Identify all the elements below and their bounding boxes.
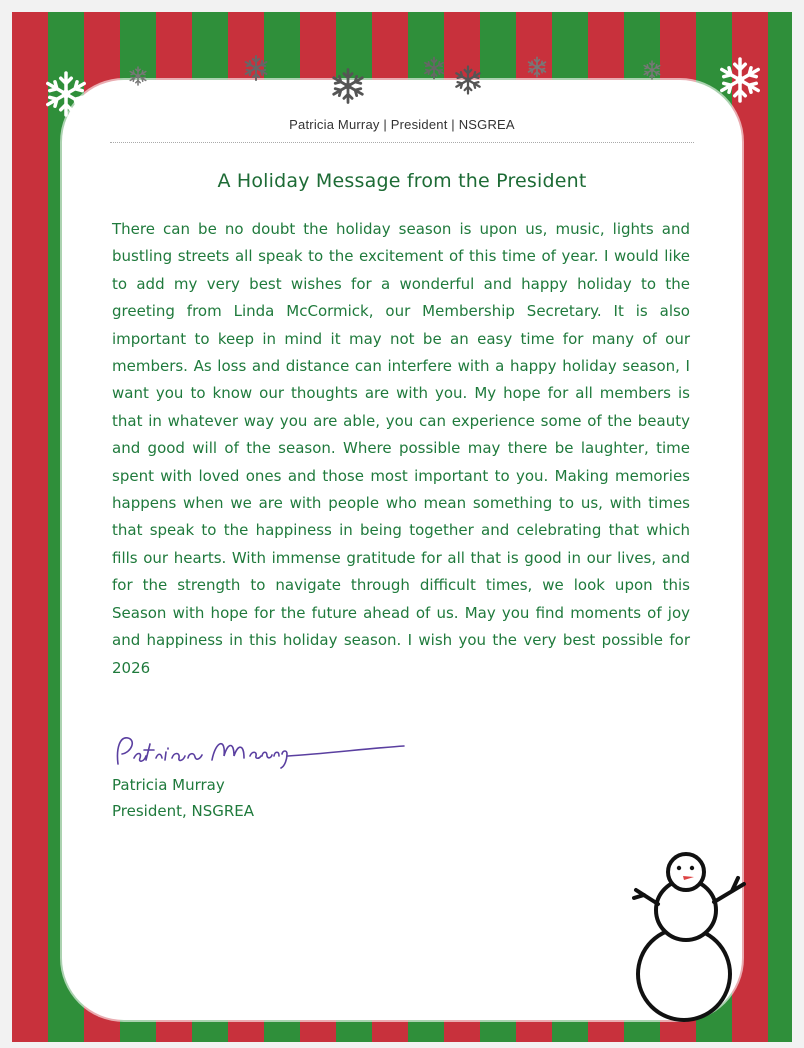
signature [112, 730, 412, 776]
snowflake-icon [240, 52, 272, 84]
snowman-icon [628, 848, 758, 1028]
header-line: Patricia Murray | President | NSGREA [289, 117, 515, 132]
signer-role: President, NSGREA [112, 802, 255, 820]
snowflake-icon [524, 54, 550, 80]
snowflake-icon [420, 54, 448, 82]
snowflake-icon [326, 64, 370, 108]
signer-name: Patricia Murray [112, 776, 225, 794]
header-divider [110, 142, 694, 143]
page-title: A Holiday Message from the President [217, 170, 587, 192]
snowflake-icon [126, 64, 150, 88]
snowflake-icon [640, 58, 664, 82]
letter-body: There can be no doubt the holiday season is upon us, music, lights and bustling streets all speak to the excitement of this time of year. I would like to add my very best wishes for a wonderful and happy holiday to the greeting from Linda McCormick, our Membership Secretary. It is also important to keep in mind it may not be an easy time for many of our members. As loss and distance can interfere with a happy holiday season, I want you to know our thoughts are with you. My hope for all members is that in whatever way you are able, you can experience some of the beauty and good will of the season. Where possible may there be laughter, time spent with loved ones and those most important to you. Making memories happens when we are with people who mean something to us, with times that speak to the happiness in being together and celebrating that which fills our hearts. With immense gratitude for all that is good in our lives, and for the strength to navigate through difficult times, we look upon this Season with hope for the future ahead of us. May you find moments of joy and happiness in this holiday season. I wish you the very best possible for 2026 [112, 220, 690, 677]
snowflake-icon [712, 52, 768, 108]
snowflake-icon [450, 62, 486, 98]
snowflake-icon [38, 66, 94, 122]
